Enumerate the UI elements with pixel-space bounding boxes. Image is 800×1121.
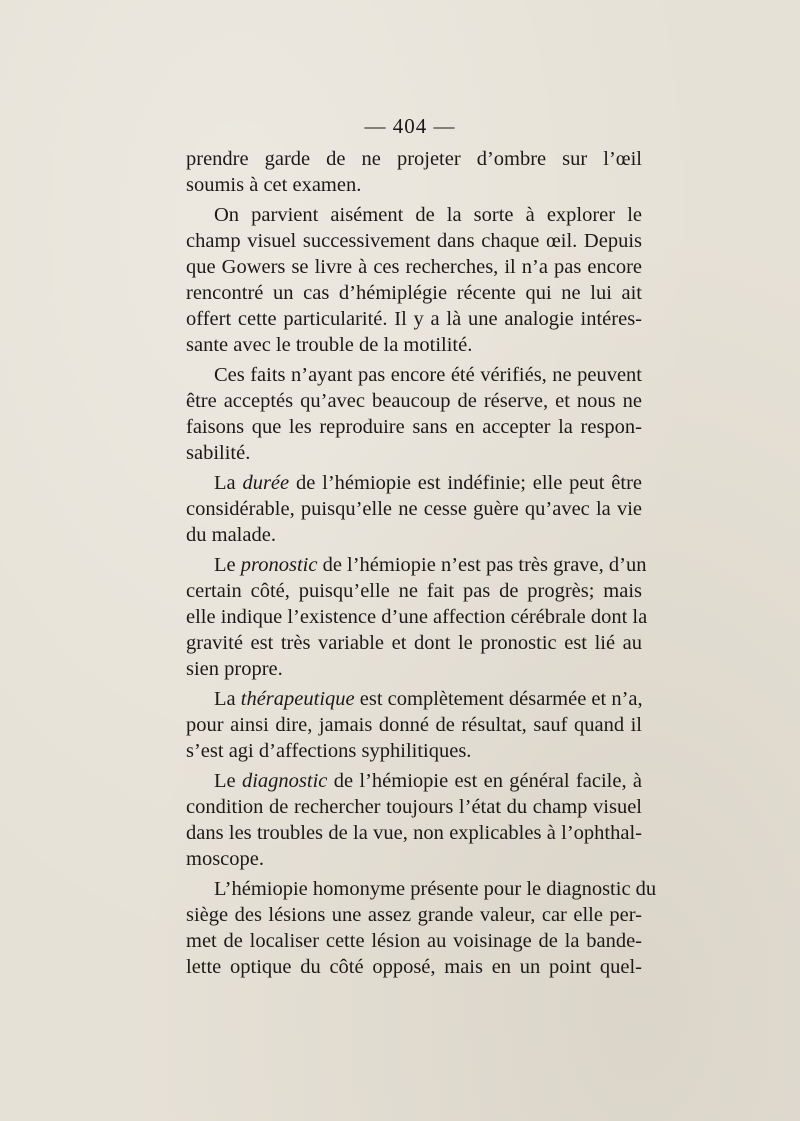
text-line: sante avec le trouble de la motilité.: [186, 334, 473, 356]
paragraph: [186, 362, 642, 466]
paragraph: [186, 552, 648, 682]
text-line: sabilité.: [186, 442, 251, 464]
text-line: siège des lésions une assez grande valeur, car elle per-: [186, 904, 642, 926]
text-line: L’hémiopie homonyme présente pour le diagnostic du: [214, 878, 657, 900]
text-line: Le diagnostic de l’hémiopie est en général facile, à: [214, 770, 642, 792]
italic-term: durée: [242, 472, 290, 494]
text-line: La durée de l’hémiopie est indéfinie; elle peut être: [214, 472, 642, 494]
text-line: faisons que les reproduire sans en accepter la respon-: [186, 416, 642, 438]
paragraph: [186, 876, 657, 980]
text-line: Le pronostic de l’hémiopie n’est pas très grave, d’un: [214, 554, 647, 576]
text-line: pour ainsi dire, jamais donné de résultat, sauf quand il: [186, 714, 642, 736]
text-line: elle indique l’existence d’une affection cérébrale dont la: [186, 606, 648, 628]
text-line: gravité est très variable et dont le pronostic est lié au: [186, 632, 642, 654]
text-line: condition de rechercher toujours l’état du champ visuel: [186, 796, 642, 818]
text-line: s’est agi d’affections syphilitiques.: [186, 740, 472, 762]
text-line: sien propre.: [186, 658, 283, 680]
text-line: dans les troubles de la vue, non explicables à l’ophthal-: [186, 822, 642, 844]
text-line: champ visuel successivement dans chaque œil. Depuis: [186, 230, 642, 252]
text-line: offert cette particularité. Il y a là une analogie intéres-: [186, 308, 642, 330]
text-line: rencontré un cas d’hémiplégie récente qui ne lui ait: [186, 282, 642, 304]
text-line: être acceptés qu’avec beaucoup de réserve, et nous ne: [186, 390, 642, 412]
paragraph: [186, 202, 642, 358]
text-line: met de localiser cette lésion au voisinage de la bande-: [186, 930, 642, 952]
text-line: considérable, puisqu’elle ne cesse guère qu’avec la vie: [186, 498, 642, 520]
paragraph: [186, 146, 642, 198]
paragraph: [186, 686, 642, 764]
italic-term: diagnostic: [241, 770, 328, 792]
italic-term: thérapeutique: [240, 688, 355, 710]
text-line: certain côté, puisqu’elle ne fait pas de progrès; mais: [186, 580, 642, 602]
text-line: Ces faits n’ayant pas encore été vérifiés, ne peuvent: [214, 364, 642, 386]
text-line: moscope.: [186, 848, 264, 870]
text-line: que Gowers se livre à ces recherches, il n’a pas encore: [186, 256, 642, 278]
text-line: du malade.: [186, 524, 276, 546]
text-line: prendre garde de ne projeter d’ombre sur l’œil: [186, 148, 642, 170]
page-number: — 404 —: [364, 114, 456, 138]
text-line: La thérapeutique est complètement désarmée et n’a,: [214, 688, 643, 710]
text-line: soumis à cet examen.: [186, 174, 362, 196]
text-line: On parvient aisément de la sorte à explorer le: [214, 204, 642, 226]
italic-term: pronostic: [240, 554, 318, 576]
body-text: [186, 146, 657, 980]
text-line: lette optique du côté opposé, mais en un point quel-: [186, 956, 642, 978]
paragraph: [186, 768, 642, 872]
paragraph: [186, 470, 642, 548]
